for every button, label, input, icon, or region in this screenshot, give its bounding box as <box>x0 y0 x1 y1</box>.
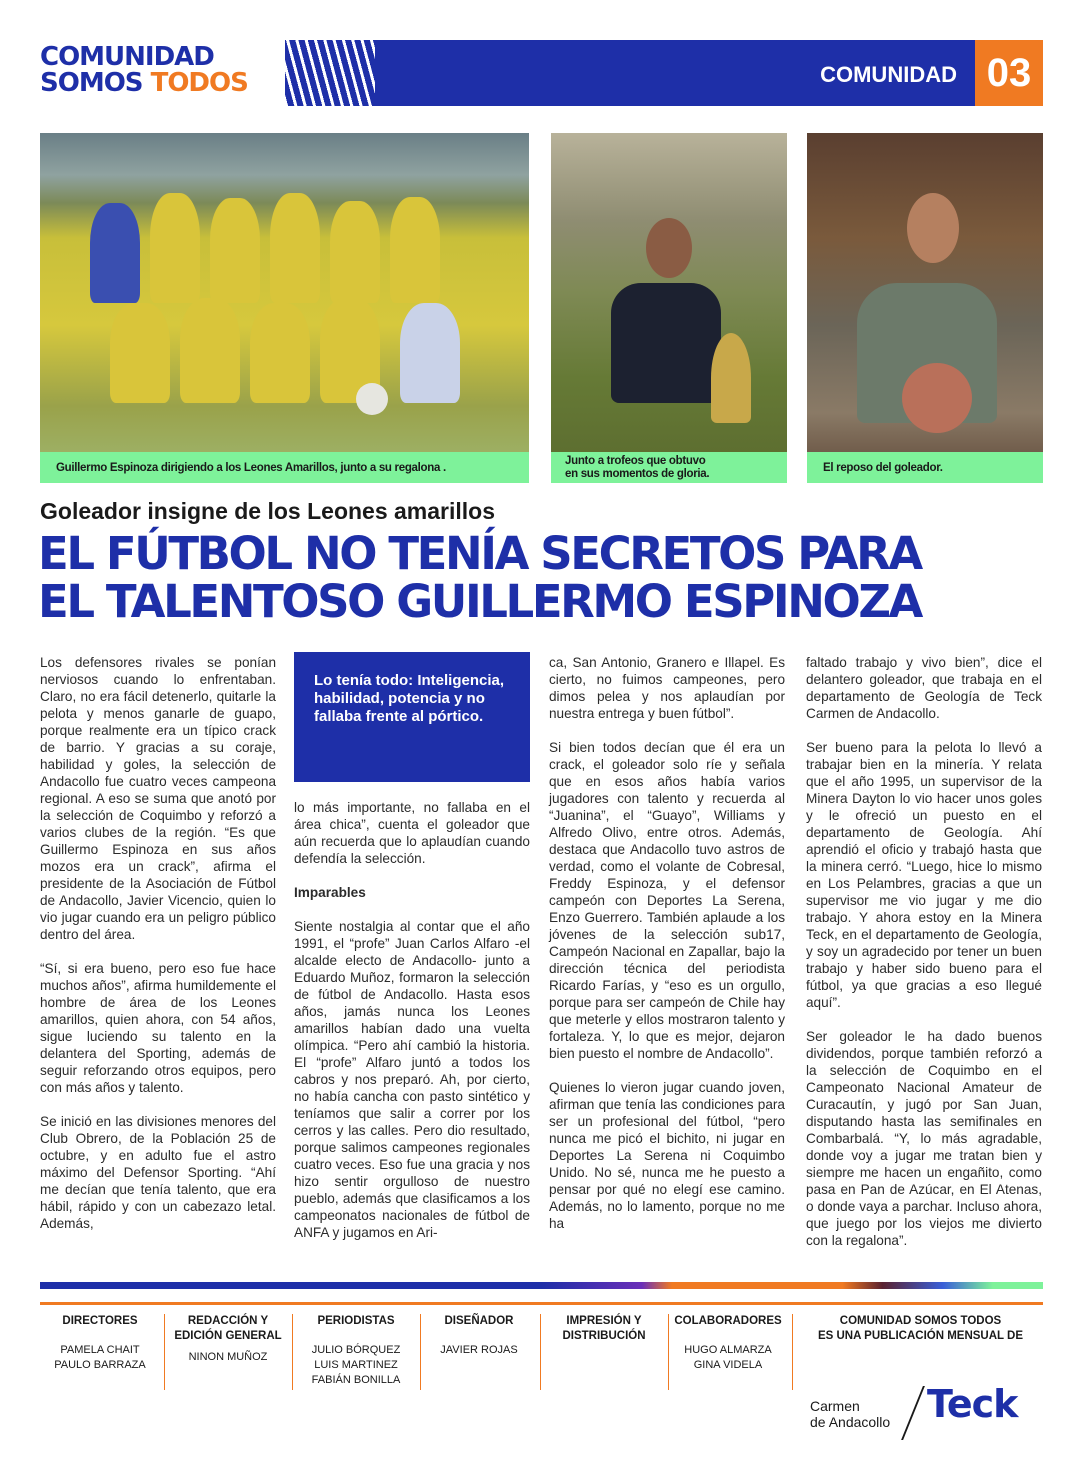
paragraph: Los defensores rivales se ponían nerviosos cuando lo enfrentaban. Claro, no era fácil detenerlo, quitarle la pelota y menos ganarle de guapo, porque realmente era un típico crack de barrio. Y gracias a su coraje, habilidad y goles, la selección de Andacollo fue cuatro veces campeona regional. A eso se suma que anotó por la selección de Coquimbo y reforzó a varios clubes de la región. “Es que Guillermo Espinoza en sus años mozos era un crack”, afirma el presidente de la Asociación de Fútbol de Andacollo, Javier Vicencio, quien lo vio jugar cuando era un peligro público dentro del área. <box>40 655 276 942</box>
credit-name: NINON MUÑOZ <box>188 1351 268 1363</box>
paragraph: ca, San Antonio, Granero e Illapel. Es cierto, no fuimos campeones, pero dimos pelea y nos aplaudían por nuestra entrega y buen fútbol”. <box>549 655 785 721</box>
credit-names <box>168 1350 288 1365</box>
paragraph: Ser goleador le ha dado buenos dividendos, porque también reforzó a la selección de Coquimbo en el Campeonato Nacional Amateur de Curacautín, y jugó por San Juan, disputando hasta las semifinales en Combarbalá. “Y, lo más agradable, donde voy a jugar me tratan bien y siempre me hacen un engañito, como pasa en Pan de Azúcar, en El Atenas, o donde vaya a parchar. Incluso ahora, que juego por los viejos me divierto con la regalona”. <box>806 1029 1042 1248</box>
credit-divider <box>540 1314 541 1390</box>
footer-color-bar <box>40 1282 1043 1289</box>
credit-title: DISEÑADOR <box>444 1315 514 1327</box>
photo-caption <box>551 452 787 483</box>
credit-name: FABIÁN BONILLA <box>311 1374 401 1386</box>
header-stripes-decoration <box>285 40 375 106</box>
pull-quote: Lo tenía todo: Inteligencia, habilidad, potencia y no fallaba frente al pórtico. <box>294 652 530 782</box>
credit-disenador <box>424 1314 534 1358</box>
player-head <box>646 218 692 278</box>
logo-text: de Andacollo <box>810 1414 891 1430</box>
credit-name: HUGO ALMARZA <box>684 1344 772 1356</box>
credit-title: IMPRESIÓN Y DISTRIBUCIÓN <box>562 1315 646 1342</box>
article-column-3 <box>549 654 785 1249</box>
credit-names <box>40 1343 160 1373</box>
credit-name: LUIS MARTINEZ <box>314 1359 398 1371</box>
paragraph: “Sí, si era bueno, pero eso fue hace muchos años”, afirma humildemente el hombre de área de los Leones amarillos, quien ahora, con 54 años, sigue luciendo su talento en la delantera del Sporting, además de seguir reforzando otros equipos, pero con más años y talento. <box>40 961 276 1095</box>
caption-line: en sus momentos de gloria. <box>565 468 710 480</box>
brand-logo <box>40 44 248 96</box>
article-kicker: Goleador insigne de los Leones amarillos <box>40 498 496 524</box>
paragraph: lo más importante, no fallaba en el área chica”, cuenta el goleador que aún recuerda que lo aplaudían cuando defendía la selección. <box>294 800 530 866</box>
teck-logo: Teck <box>927 1382 1018 1426</box>
publisher-note <box>798 1314 1043 1344</box>
photo-caption: Guillermo Espinoza dirigiendo a los Leones Amarillos, junto a su regalona . <box>40 452 529 483</box>
article-column-1 <box>40 654 276 1249</box>
credit-periodistas <box>296 1314 416 1388</box>
portrait-photo <box>807 133 1043 483</box>
credit-names <box>672 1343 784 1373</box>
credit-divider <box>292 1314 293 1390</box>
photo-caption: El reposo del goleador. <box>807 452 1043 483</box>
carmen-de-andacollo-logo <box>810 1398 890 1430</box>
paragraph: faltado trabajo y vivo bien”, dice el delantero goleador, que trabaja en el departamento de Geología de Teck Carmen de Andacollo. <box>806 655 1042 721</box>
paragraph: Se inició en las divisiones menores del Club Obrero, de la Población 25 de octubre, y en adulto fue el astro máximo del Defensor Sporting. “Ahí me decían que tenía talento, que era hábil, rápido y con un cabezazo letal. Además, <box>40 1114 276 1231</box>
logo-text: Carmen <box>810 1398 860 1414</box>
logo-divider <box>901 1386 925 1440</box>
section-label: COMUNIDAD <box>820 62 957 87</box>
brand-line-1: COMUNIDAD <box>40 42 214 72</box>
brand-word-todos: TODOS <box>150 68 248 98</box>
player-jersey <box>611 283 721 403</box>
player-head <box>907 193 959 263</box>
article-column-4 <box>806 654 1042 1266</box>
credit-name: GINA VIDELA <box>693 1359 763 1371</box>
credit-title: PERIODISTAS <box>317 1315 395 1327</box>
brand-line-2 <box>40 70 248 96</box>
paragraph: Siente nostalgia al contar que el año 1991, el “profe” Juan Carlos Alfaro -el alcalde electo de Andacollo- junto a Eduardo Muñoz, formaron la selección de fútbol de Andacollo. Hasta esos años, jamás nunca los Leones amarillos habían dado una vuelta olímpica. “Pero ahí cambió la historia. El “profe” Alfaro juntó a todos los cabros y nos preparó. Ah, por cierto, no había cancha con pasto sintético y teníamos que salir a correr por los cerros y las calles. Pero dio resultado, porque salimos campeones regionales cuatro veces. Eso fue una gracia y nos hizo sentir orgulloso de nuestro pueblo, además que clasificamos a los campeonatos nacionales de fútbol de ANFA y jugamos en Ari- <box>294 919 530 1240</box>
header-bar <box>285 40 975 106</box>
publisher-line: COMUNIDAD SOMOS TODOS <box>839 1315 1002 1327</box>
footer-rule <box>40 1302 1043 1305</box>
credit-title: DIRECTORES <box>62 1315 138 1327</box>
football <box>356 383 388 415</box>
credit-title: REDACCIÓN Y EDICIÓN GENERAL <box>174 1315 282 1342</box>
team-figures <box>70 193 490 423</box>
credit-divider <box>792 1314 793 1390</box>
article-headline <box>38 527 1048 628</box>
caption-line: Junto a trofeos que obtuvo <box>565 455 706 467</box>
credit-name: PAMELA CHAIT <box>60 1344 140 1356</box>
credit-title: COLABORADORES <box>674 1315 782 1327</box>
football <box>902 363 972 433</box>
trophy <box>711 333 751 423</box>
brand-word-somos: SOMOS <box>40 68 143 98</box>
article-column-2 <box>294 799 530 1258</box>
credit-divider <box>668 1314 669 1390</box>
credit-directores <box>40 1314 160 1373</box>
credit-name: PAULO BARRAZA <box>54 1359 146 1371</box>
paragraph: Quienes lo vieron jugar cuando joven, afirman que tenía las condiciones para ser un profesional del fútbol, “pero nunca me picó el bichito, ni jugar en Deportes La Serena ni Coquimbo Unido. No sé, nunca me he puesto a pensar por qué no elegí ese camino. Además, no lo lamento, porque no me ha <box>549 1080 785 1231</box>
credit-name: JAVIER ROJAS <box>440 1344 518 1356</box>
headline-line: EL FÚTBOL NO TENÍA SECRETOS PARA <box>38 527 921 580</box>
publisher-line: ES UNA PUBLICACIÓN MENSUAL DE <box>817 1330 1024 1342</box>
section-subhead: Imparables <box>294 885 366 900</box>
credit-divider <box>164 1314 165 1390</box>
credit-colaboradores <box>672 1314 784 1373</box>
paragraph: Si bien todos decían que él era un crack, el goleador solo ríe y señala que en esos años había varios jugadores con talento y recuerda al “Juanina”, el “Guayo”, Williams y Alfredo Olivo, entre otros. Además, destaca que Andacollo tuvo astros de verdad, como el volante de Cobresal, Freddy Espinoza, y el defensor campeón con Deportes La Serena, Enzo Guerrero. También aplaude a los jóvenes de la selección sub17, Campeón Nacional en Zapallar, bajo la dirección técnica del periodista Ricardo Farías, y “eso es un orgullo, porque para ser campeón de Chile hay que meterle y ellos mostraron talento y fortaleza. Y, lo que es mejor, dejaron bien puesto el nombre de Andacollo”. <box>549 740 785 1061</box>
credit-names <box>424 1343 534 1358</box>
headline-line: EL TALENTOSO GUILLERMO ESPINOZA <box>38 575 921 628</box>
credit-impresion <box>544 1314 664 1344</box>
credit-redaccion <box>168 1314 288 1365</box>
credit-names <box>296 1343 416 1388</box>
credit-name: JULIO BÓRQUEZ <box>311 1344 401 1356</box>
team-photo <box>40 133 529 483</box>
page-number: 03 <box>975 40 1043 106</box>
paragraph: Ser bueno para la pelota lo llevó a trabajar bien en la minería. Y relata que el año 1995, un supervisor de la Minera Dayton lo vio hacer unos goles y le ofreció un puesto en el departamento de Geología. Ahí aprendió el oficio y trabajó hasta que la minera cerró. “Luego, hice lo mismo en Los Pelambres, gracias a que un supervisor me vio jugar y me dio trabajo. Y ahora estoy en la Minera Teck, en el departamento de Geología, y soy un agradecido por tener un buen trabajo y haber sido bueno para el fútbol, ya que gracias a eso llegué aquí”. <box>806 740 1042 1010</box>
trophies-photo <box>551 133 787 483</box>
credit-divider <box>420 1314 421 1390</box>
